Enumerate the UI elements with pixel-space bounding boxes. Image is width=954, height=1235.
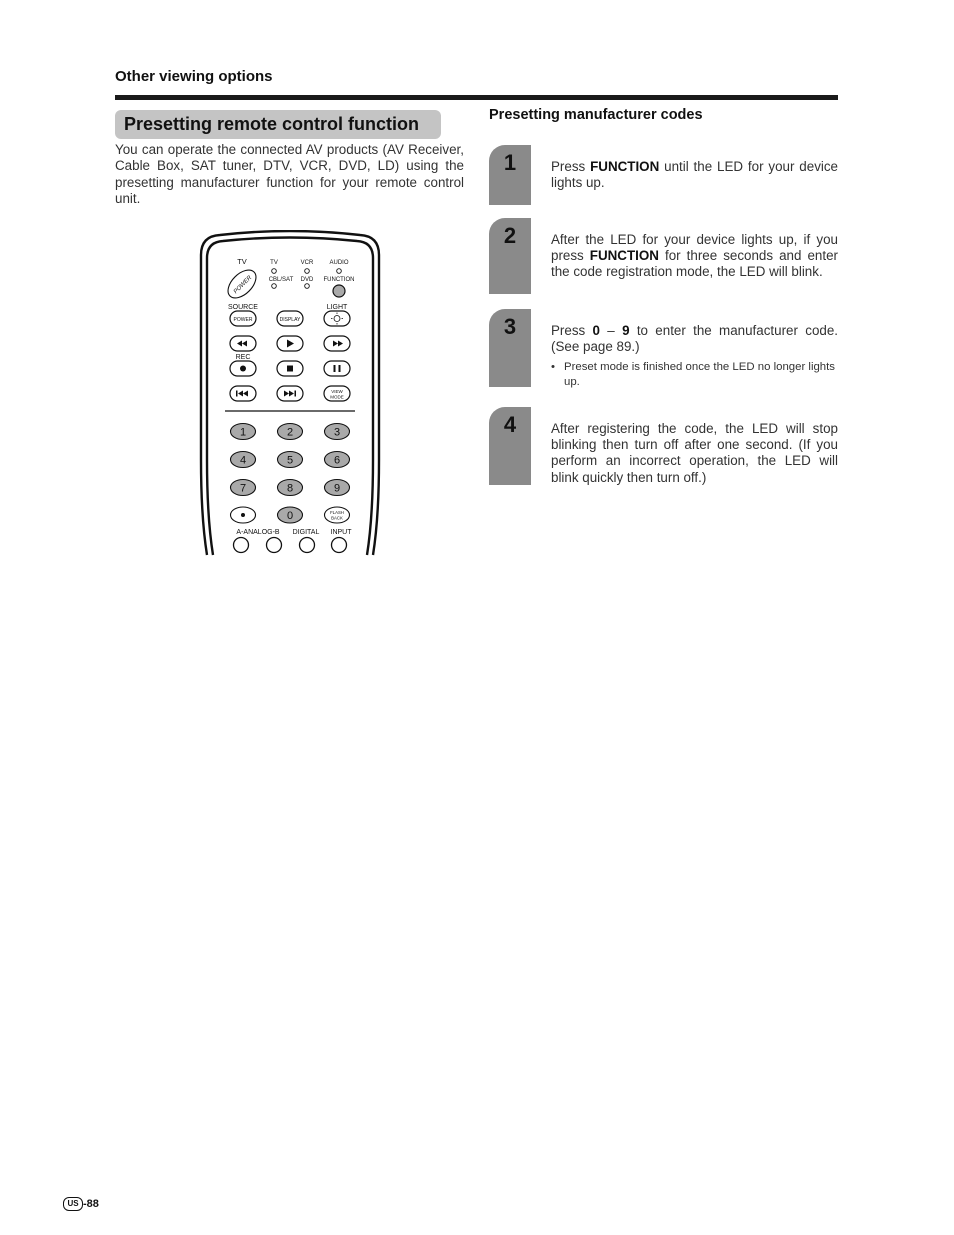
rec-label: REC: [235, 354, 251, 361]
page-number: -88: [83, 1197, 99, 1210]
view-label: VIEW: [331, 389, 343, 394]
step-2-pre: After the LED for your device lights up, if you press: [551, 232, 838, 264]
section-label: Other viewing options: [115, 68, 273, 85]
step-3-pre: Press: [551, 323, 593, 338]
step-text-4: After registering the code, the LED will stop blinking then turn off after one second. (If you perform an incorrect operation, the LED will blink quickly then turn off.): [551, 421, 838, 485]
power-diag-label: POWER: [232, 274, 254, 296]
step-3-note-text: Preset mode is finished once the LED no longer lights up.: [564, 361, 836, 388]
function-button[interactable]: [333, 285, 345, 297]
analog-b-button[interactable]: [267, 538, 282, 553]
stop-icon: [287, 366, 293, 372]
led-audio-indicator: [337, 269, 342, 274]
step-1-post: until the LED for your device lights up.: [551, 159, 839, 191]
number-label-6: 6: [333, 454, 341, 467]
section-title: Presetting remote control function: [124, 114, 420, 134]
display-button-label: DISPLAY: [279, 317, 301, 323]
rec-icon: [240, 366, 246, 372]
step-2-bold: FUNCTION: [589, 248, 659, 264]
step-3-mid: –: [600, 323, 623, 338]
step-text-1: [551, 159, 838, 191]
number-label-3: 3: [333, 426, 341, 439]
step-tab-1: [489, 145, 531, 205]
input-label: INPUT: [330, 529, 352, 536]
page-footer: [63, 1197, 99, 1211]
step-text-3: [551, 323, 838, 355]
led-dvd-indicator: [305, 284, 310, 289]
led-tv-indicator: [272, 269, 277, 274]
led-vcr-label: VCR: [300, 260, 314, 266]
step-tab-3: [489, 309, 531, 387]
intro-paragraph: You can operate the connected AV products (AV Receiver, Cable Box, SAT tuner, DTV, VCR, DVD, LD) using the presetting manufacturer function for your remote control unit.: [115, 142, 464, 206]
step-number-3: 3: [503, 314, 517, 339]
input-button[interactable]: [332, 538, 347, 553]
number-label-4: 4: [239, 454, 247, 467]
remote-control-illustration: [195, 230, 385, 560]
step-text-2: [551, 232, 838, 281]
step-number-2: 2: [503, 223, 517, 248]
led-cblsat-indicator: [272, 284, 277, 289]
led-cblsat-label: CBL/SAT: [268, 277, 294, 283]
led-audio-label: AUDIO: [329, 260, 349, 266]
number-label-8: 8: [286, 482, 294, 495]
led-dvd-label: DVD: [300, 277, 314, 283]
digital-button[interactable]: [300, 538, 315, 553]
pause-button[interactable]: [324, 361, 350, 376]
number-label-7: 7: [239, 482, 247, 495]
tv-label: TV: [237, 257, 247, 266]
subsection-title: Presetting manufacturer codes: [489, 107, 703, 123]
light-label: LIGHT: [326, 304, 348, 311]
region-badge: US: [63, 1197, 83, 1211]
mode-label: MODE: [330, 394, 344, 400]
step-tab-2: [489, 218, 531, 294]
function-label: FUNCTION: [323, 277, 355, 283]
bullet-icon: •: [551, 361, 555, 373]
analog-label: A-ANALOG-B: [236, 529, 280, 536]
back-label: BACK: [331, 515, 343, 521]
flash-label: FLASH: [330, 510, 344, 515]
section-title-box: [115, 110, 441, 139]
step-3-bold2: 9: [622, 323, 630, 338]
number-label-9: 9: [333, 482, 341, 495]
step-number-4: 4: [503, 412, 517, 437]
digital-label: DIGITAL: [292, 529, 320, 536]
dot-icon: [241, 513, 245, 517]
step-1-pre: Press: [551, 159, 591, 174]
step-3-bold: 0: [592, 323, 600, 338]
power-button-label: POWER: [233, 317, 253, 323]
step-3-note: [551, 360, 838, 389]
step-2-post: for three seconds and enter the code registration mode, the LED will blink.: [551, 248, 838, 280]
header-rule: [115, 95, 838, 100]
number-label-5: 5: [286, 454, 294, 467]
step-1-bold: FUNCTION: [590, 159, 660, 174]
led-tv-label: TV: [270, 260, 278, 266]
number-label-0: 0: [286, 510, 294, 522]
led-vcr-indicator: [305, 269, 310, 274]
step-number-1: 1: [503, 150, 517, 175]
source-label: SOURCE: [228, 304, 258, 311]
number-label-2: 2: [286, 426, 294, 439]
number-label-1: 1: [239, 426, 247, 439]
step-3-post: to enter the manufacturer code. (See page 89.): [551, 323, 839, 355]
analog-a-button[interactable]: [234, 538, 249, 553]
step-tab-4: [489, 407, 531, 485]
